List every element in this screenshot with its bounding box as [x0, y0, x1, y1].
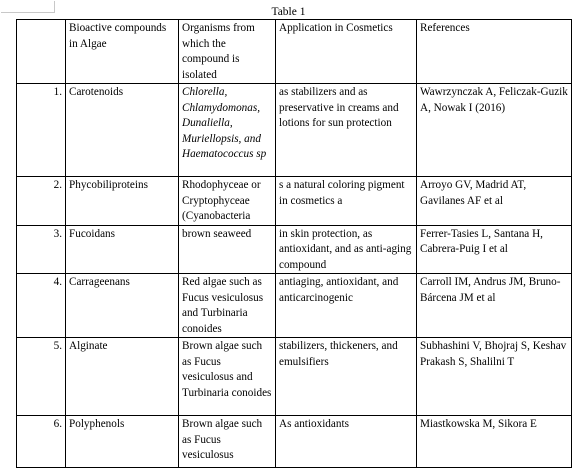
- organisms-cell: Rhodophyceae or Cryptophyceae (Cyanobacteria: [179, 177, 276, 226]
- row-number: 1.: [17, 84, 66, 177]
- row-number: 6.: [17, 416, 66, 468]
- row-number: 5.: [17, 338, 66, 416]
- table-row: [17, 416, 572, 468]
- header-cell-references: References: [417, 20, 572, 84]
- compound-cell: Carotenoids: [66, 84, 179, 177]
- algae-compounds-table: [16, 19, 572, 468]
- application-cell: in skin protection, as antioxidant, and as anti-aging compound: [276, 225, 417, 274]
- references-cell: Miastkowska M, Sikora E: [417, 416, 572, 468]
- compound-cell: Polyphenols: [66, 416, 179, 468]
- application-cell: antiaging, antioxidant, and anticarcinogenic: [276, 274, 417, 338]
- table-body: [17, 20, 572, 468]
- header-row: [17, 20, 572, 84]
- header-cell-compound: Bioactive compounds in Algae: [66, 20, 179, 84]
- compound-cell: Fucoidans: [66, 225, 179, 274]
- organisms-cell: Chlorella, Chlamydomonas, Dunaliella, Muriellopsis, and Haematococcus sp: [179, 84, 276, 177]
- row-number: 3.: [17, 225, 66, 274]
- compound-cell: Phycobiliproteins: [66, 177, 179, 226]
- table-caption: Table 1: [271, 6, 306, 18]
- table-row: [17, 274, 572, 338]
- table-row: [17, 338, 572, 416]
- application-cell: as stabilizers and as preservative in creams and lotions for sun protection: [276, 84, 417, 177]
- references-cell: Wawrzynczak A, Feliczak-Guzik A, Nowak I (2016): [417, 84, 572, 177]
- application-cell: s a natural coloring pigment in cosmetics a: [276, 177, 417, 226]
- header-cell-organisms: Organisms from which the compound is isolated: [179, 20, 276, 84]
- header-cell-number: [17, 20, 66, 84]
- references-cell: Arroyo GV, Madrid AT, Gavilanes AF et al: [417, 177, 572, 226]
- organisms-cell: Brown algae such as Fucus vesiculosus and Turbinaria conoides: [179, 338, 276, 416]
- row-number: 2.: [17, 177, 66, 226]
- organisms-cell: Red algae such as Fucus vesiculosus and Turbinaria conoides: [179, 274, 276, 338]
- organisms-cell: Brown algae such as Fucus vesiculosus: [179, 416, 276, 468]
- compound-cell: Carrageenans: [66, 274, 179, 338]
- table-row: [17, 84, 572, 177]
- table-row: [17, 177, 572, 226]
- application-cell: As antioxidants: [276, 416, 417, 468]
- table-row: [17, 225, 572, 274]
- references-cell: Ferrer-Tasies L, Santana H, Cabrera-Puig I et al: [417, 225, 572, 274]
- application-cell: stabilizers, thickeners, and emulsifiers: [276, 338, 417, 416]
- references-cell: Subhashini V, Bhojraj S, Keshav Prakash S, Shalilni T: [417, 338, 572, 416]
- compound-cell: Alginate: [66, 338, 179, 416]
- row-number: 4.: [17, 274, 66, 338]
- header-cell-application: Application in Cosmetics: [276, 20, 417, 84]
- references-cell: Carroll IM, Andrus JM, Bruno-Bárcena JM et al: [417, 274, 572, 338]
- organisms-cell: brown seaweed: [179, 225, 276, 274]
